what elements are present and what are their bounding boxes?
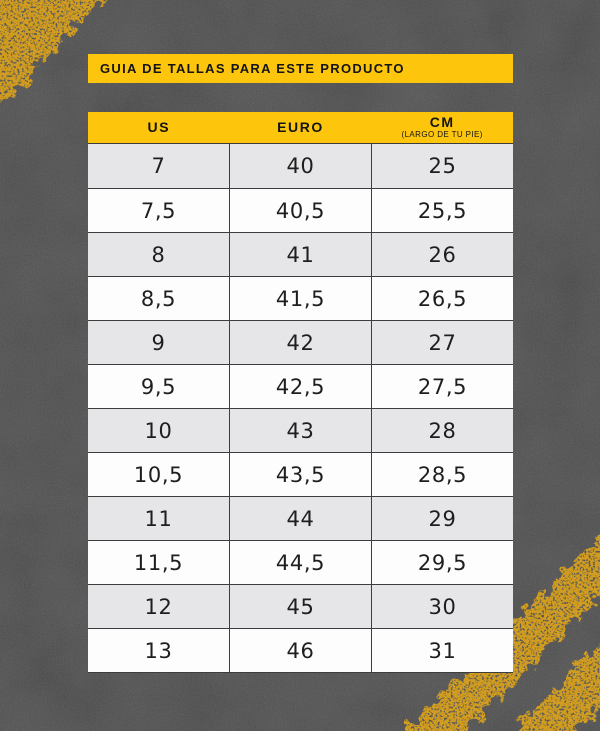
column-label-cm: CM [429, 114, 455, 131]
size-cell: 10 [144, 418, 173, 443]
size-cell: 12 [144, 594, 173, 619]
size-cell: 40 [229, 144, 371, 188]
size-cell: 30 [371, 585, 513, 628]
column-header-us [88, 112, 230, 143]
column-sublabel-cm: (LARGO DE TU PIE) [401, 130, 483, 140]
size-cell: 25 [371, 144, 513, 188]
title-bar [88, 54, 513, 83]
size-cell: 40,5 [229, 189, 371, 232]
size-cell: 41 [229, 233, 371, 276]
size-cell: 25,5 [371, 189, 513, 232]
size-cell: 31 [371, 629, 513, 672]
size-cell: 44,5 [229, 541, 371, 584]
size-cell: 28 [371, 409, 513, 452]
column-header-cm [371, 112, 513, 143]
size-cell: 11 [144, 506, 173, 531]
size-cell: 27 [371, 321, 513, 364]
table-row [88, 144, 513, 188]
size-cell: 26 [371, 233, 513, 276]
table-header-row [88, 112, 513, 143]
size-cell: 11,5 [133, 550, 184, 575]
size-guide-panel [88, 54, 513, 673]
column-label-us: US [147, 119, 171, 136]
size-cell: 45 [229, 585, 371, 628]
size-cell: 9,5 [140, 374, 177, 399]
size-cell: 7 [151, 154, 166, 178]
size-cell: 29 [371, 497, 513, 540]
table-row [88, 628, 513, 672]
size-cell: 27,5 [371, 365, 513, 408]
size-cell: 7,5 [140, 198, 177, 223]
size-cell: 42,5 [229, 365, 371, 408]
size-table-body [88, 143, 513, 673]
size-cell: 13 [144, 638, 173, 663]
table-row [88, 408, 513, 452]
size-cell: 26,5 [371, 277, 513, 320]
table-row [88, 584, 513, 628]
table-row [88, 188, 513, 232]
table-row [88, 276, 513, 320]
size-cell: 43 [229, 409, 371, 452]
table-row [88, 320, 513, 364]
column-header-euro [230, 112, 372, 143]
table-row [88, 364, 513, 408]
page-title: GUIA DE TALLAS PARA ESTE PRODUCTO [100, 61, 405, 76]
size-cell: 41,5 [229, 277, 371, 320]
size-cell: 46 [229, 629, 371, 672]
size-cell: 8 [151, 242, 166, 267]
size-cell: 29,5 [371, 541, 513, 584]
table-row [88, 496, 513, 540]
size-cell: 44 [229, 497, 371, 540]
size-table [88, 112, 513, 673]
table-row [88, 452, 513, 496]
table-row [88, 540, 513, 584]
size-cell: 9 [151, 330, 166, 355]
column-label-euro: EURO [277, 119, 324, 136]
size-cell: 43,5 [229, 453, 371, 496]
size-cell: 8,5 [140, 286, 177, 311]
size-cell: 42 [229, 321, 371, 364]
size-cell: 28,5 [371, 453, 513, 496]
size-cell: 10,5 [133, 462, 184, 487]
table-row [88, 232, 513, 276]
